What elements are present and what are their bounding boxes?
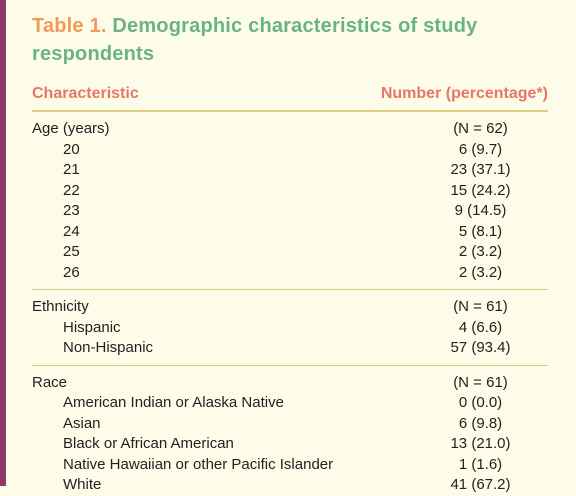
group-label: Age (years) <box>32 120 110 137</box>
group-n: (N = 61) <box>453 298 508 315</box>
table-row <box>32 242 548 263</box>
column-header-number: Number (percentage*) <box>380 85 548 102</box>
column-header-characteristic: Characteristic <box>32 85 139 102</box>
group-n: (N = 62) <box>453 120 508 137</box>
row-value: 13 (21.0) <box>450 435 511 452</box>
table-row <box>32 201 548 222</box>
row-value: 1 (1.6) <box>458 455 503 473</box>
row-value: 41 (67.2) <box>450 476 511 493</box>
row-label: Hispanic <box>63 318 121 336</box>
age-group <box>32 112 548 283</box>
table-row <box>32 414 548 435</box>
row-label: 21 <box>63 161 80 178</box>
row-value: 6 (9.8) <box>458 414 503 432</box>
group-n: (N = 61) <box>453 373 508 391</box>
table-row <box>32 475 548 496</box>
row-value: 5 (8.1) <box>458 222 503 240</box>
table-number: Table 1. <box>32 15 107 37</box>
table-row <box>32 160 548 181</box>
row-value: 23 (37.1) <box>450 161 511 178</box>
group-label: Race <box>32 373 68 391</box>
left-accent-bar <box>0 0 6 486</box>
table-row <box>32 119 548 140</box>
row-label: 23 <box>63 202 80 219</box>
row-label: Asian <box>63 414 101 432</box>
row-value: 9 (14.5) <box>454 202 507 219</box>
row-value: 4 (6.6) <box>458 318 503 336</box>
row-label: Black or African American <box>63 435 234 452</box>
table-row <box>32 434 548 455</box>
ethnicity-group <box>32 290 548 359</box>
table-row <box>32 455 548 476</box>
table-row <box>32 297 548 318</box>
table-row <box>32 140 548 161</box>
row-label: 24 <box>63 222 80 240</box>
row-label: Native Hawaiian or other Pacific Islander <box>63 455 334 473</box>
row-value: 2 (3.2) <box>458 263 503 281</box>
row-label: 20 <box>63 140 80 158</box>
row-label: 25 <box>63 243 80 260</box>
row-value: 57 (93.4) <box>450 339 511 356</box>
row-label: American Indian or Alaska Native <box>63 394 284 411</box>
race-group <box>32 366 548 496</box>
row-label: Non-Hispanic <box>63 339 154 356</box>
group-label: Ethnicity <box>32 298 89 315</box>
table-container <box>32 12 548 496</box>
row-value: 6 (9.7) <box>458 140 503 158</box>
table-row <box>32 393 548 414</box>
row-value: 0 (0.0) <box>458 394 503 411</box>
column-header-row <box>32 81 548 107</box>
table-row <box>32 373 548 394</box>
table-row <box>32 222 548 243</box>
row-value: 2 (3.2) <box>458 243 503 260</box>
row-label: White <box>63 476 102 493</box>
table-title <box>32 12 548 68</box>
row-label: 22 <box>63 181 80 199</box>
table-row <box>32 338 548 359</box>
table-row <box>32 181 548 202</box>
table-row <box>32 263 548 284</box>
table-row <box>32 318 548 339</box>
row-label: 26 <box>63 263 80 281</box>
row-value: 15 (24.2) <box>450 181 511 199</box>
table-caption: Demographic characteristics of study respondents <box>32 15 478 65</box>
